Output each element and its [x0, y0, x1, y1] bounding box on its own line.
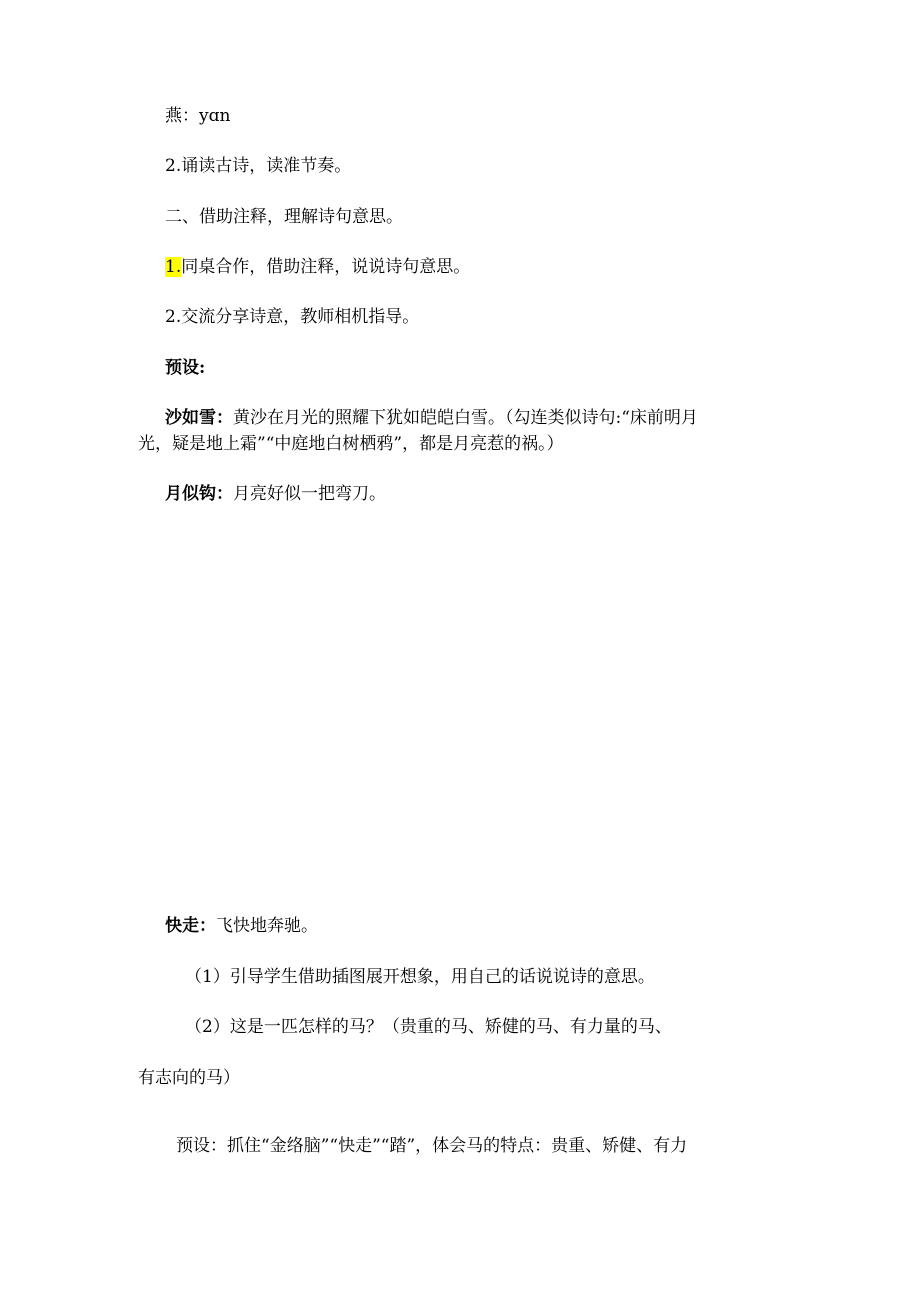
highlighted-step-number: 1.: [165, 257, 182, 277]
step1-text: 同桌合作，借助注释，说说诗句意思。: [181, 257, 471, 277]
step1-pair-work: [165, 255, 470, 279]
term-sand-like-snow: 沙如雪：: [165, 408, 233, 428]
preset-horse-features: 预设：抓住“金络脑”“快走”“踏”，体会马的特点：贵重、矫健、有力: [176, 1136, 688, 1156]
guide-item-2-line2: 有志向的马）: [138, 1068, 240, 1088]
section2-heading: 二、借助注释，理解诗句意思。: [165, 207, 403, 227]
preset-label: 预设:: [165, 358, 206, 378]
fast-walk-line: [165, 914, 318, 938]
moon-explanation: 月亮好似一把弯刀。: [233, 484, 386, 504]
moon-like-hook-line: [165, 482, 386, 506]
sand-like-snow-line2: 光，疑是地上霜”“中庭地白树栖鸦”，都是月亮惹的祸。）: [138, 434, 564, 454]
fast-walk-explanation: 飞快地奔驰。: [216, 916, 318, 936]
sand-explanation: 黄沙在月光的照耀下犹如皑皑白雪。（勾连类似诗句:“床前明月: [233, 408, 698, 428]
sand-like-snow-line1: [165, 406, 698, 430]
term-moon-like-hook: 月似钩：: [165, 484, 233, 504]
guide-item-1: （1）引导学生借助插图展开想象，用自己的话说说诗的意思。: [185, 967, 655, 987]
pinyin-yan-line: 燕：yɑn: [165, 106, 231, 126]
step2-share-meaning: 2.交流分享诗意，教师相机指导。: [165, 307, 420, 327]
step2-read-aloud: 2.诵读古诗，读准节奏。: [165, 156, 352, 176]
guide-item-2-line1: （2）这是一匹怎样的马？（贵重的马、矫健的马、有力量的马、: [185, 1017, 672, 1037]
term-fast-walk: 快走：: [165, 916, 216, 936]
